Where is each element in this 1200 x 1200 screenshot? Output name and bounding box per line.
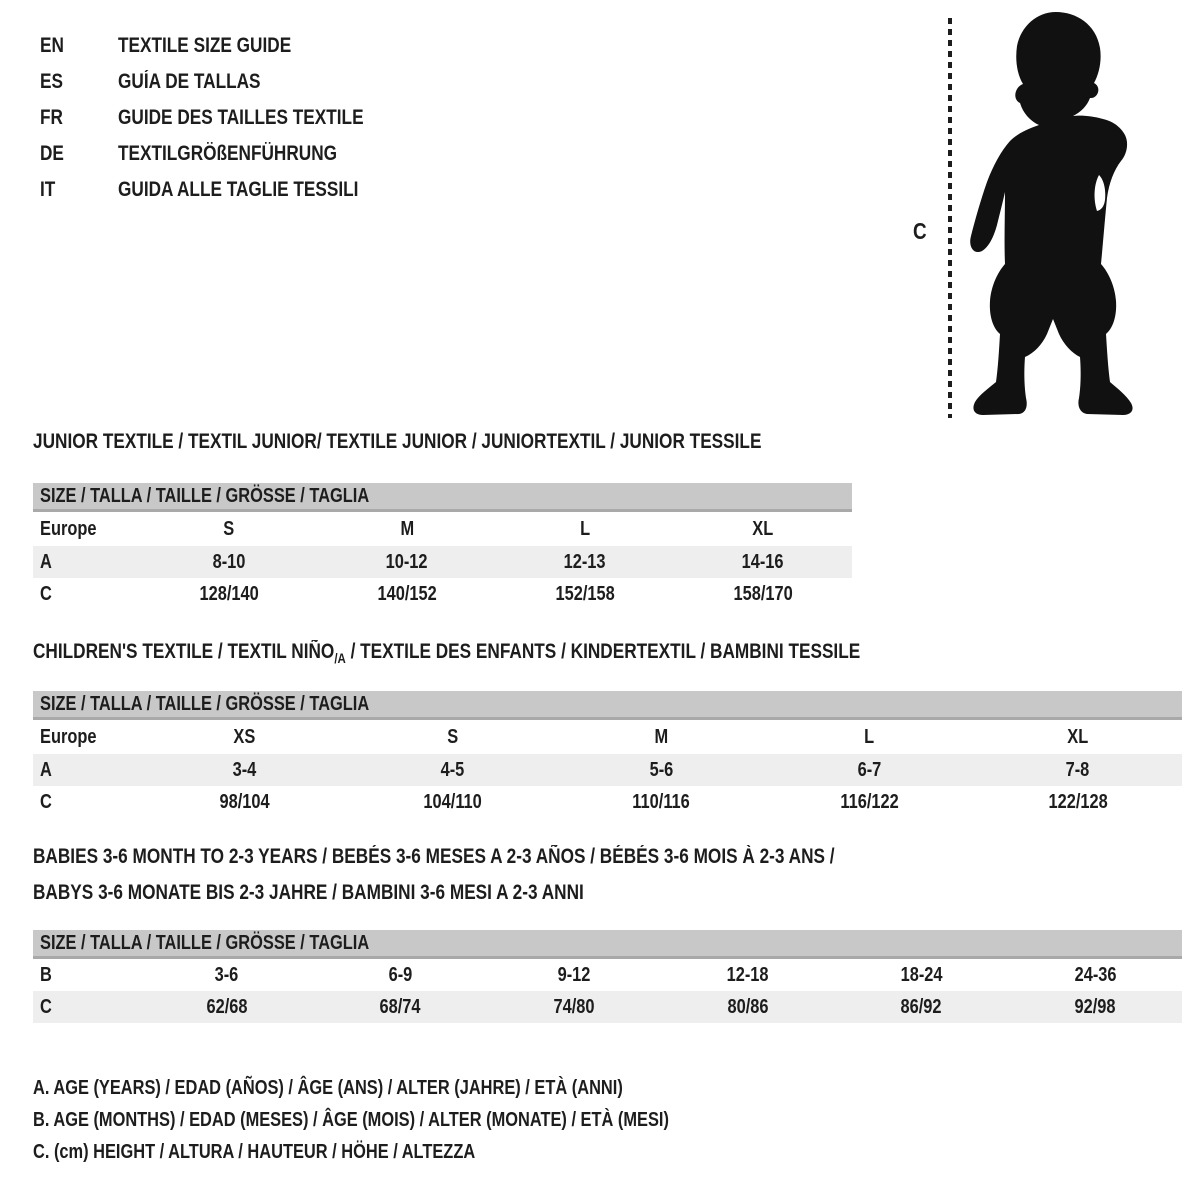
- table-cell: XS: [233, 725, 256, 748]
- table-cell: 4-5: [440, 758, 465, 781]
- babies-size-table: [33, 930, 1182, 1023]
- table-cell: 6-9: [388, 963, 413, 986]
- table-cell: 12-18: [726, 963, 769, 986]
- row-label: A: [40, 550, 52, 573]
- table-cell: 140/152: [377, 582, 437, 605]
- row-label: B: [40, 963, 52, 986]
- height-measure-label: C: [913, 218, 927, 244]
- table-cell: 24-36: [1074, 963, 1117, 986]
- language-label: GUÍA DE TALLAS: [118, 70, 261, 93]
- table-row-age: [33, 754, 1182, 786]
- junior-table-title: JUNIOR TEXTILE / TEXTIL JUNIOR/ TEXTILE JUNIOR / JUNIORTEXTIL / JUNIOR TESSILE: [33, 430, 762, 453]
- table-cell: M: [654, 725, 668, 748]
- language-row-de: [40, 136, 417, 172]
- language-label: GUIDA ALLE TAGLIE TESSILI: [118, 178, 359, 201]
- language-label: GUIDE DES TAILLES TEXTILE: [118, 106, 364, 129]
- height-measure-dashed-line: [948, 18, 952, 418]
- table-cell: 12-13: [564, 550, 606, 573]
- table-cell: 10-12: [386, 550, 428, 573]
- junior-size-table: [33, 483, 852, 610]
- children-size-table: [33, 691, 1182, 818]
- row-label: C: [40, 582, 52, 605]
- row-label: C: [40, 995, 52, 1018]
- table-cell: 98/104: [219, 790, 270, 813]
- table-cell: 6-7: [857, 758, 882, 781]
- size-header-bar: SIZE / TALLA / TAILLE / GRÖSSE / TAGLIA: [33, 483, 852, 512]
- table-cell: 122/128: [1048, 790, 1108, 813]
- table-cell: 80/86: [727, 995, 769, 1018]
- table-row-age: [33, 546, 852, 578]
- table-cell: 152/158: [555, 582, 615, 605]
- table-cell: 74/80: [553, 995, 595, 1018]
- language-row-en: [40, 28, 417, 64]
- row-label: A: [40, 758, 52, 781]
- table-cell: 18-24: [900, 963, 943, 986]
- table-cell: 9-12: [557, 963, 591, 986]
- toddler-silhouette-shape: [970, 12, 1132, 415]
- size-header-bar: SIZE / TALLA / TAILLE / GRÖSSE / TAGLIA: [33, 930, 1182, 959]
- babies-table-title-line1: BABIES 3-6 MONTH TO 2-3 YEARS / BEBÉS 3-6 MESES A 2-3 AÑOS / BÉBÉS 3-6 MOIS À 2-3 ANS /: [33, 845, 835, 868]
- table-row-height: [33, 578, 852, 610]
- table-cell: XL: [752, 517, 774, 540]
- table-cell: 86/92: [900, 995, 943, 1018]
- footnote-age-months: B. AGE (MONTHS) / EDAD (MESES) / ÂGE (MOIS) / ALTER (MONATE) / ETÀ (MESI): [33, 1108, 669, 1131]
- language-code: IT: [40, 178, 56, 201]
- table-row-europe: [33, 720, 1182, 754]
- footnote-legend: [33, 1072, 809, 1168]
- babies-table-title-line2: BABYS 3-6 MONATE BIS 2-3 JAHRE / BAMBINI 3-6 MESI A 2-3 ANNI: [33, 881, 584, 904]
- table-cell: 158/170: [733, 582, 793, 605]
- size-header-bar: SIZE / TALLA / TAILLE / GRÖSSE / TAGLIA: [33, 691, 1182, 720]
- table-cell: 3-4: [232, 758, 257, 781]
- table-cell: 3-6: [214, 963, 239, 986]
- toddler-silhouette-image: [963, 8, 1141, 423]
- table-cell: L: [864, 725, 875, 748]
- language-code: DE: [40, 142, 64, 165]
- table-cell: 104/110: [423, 790, 482, 813]
- footnote-age-years: A. AGE (YEARS) / EDAD (AÑOS) / ÂGE (ANS) / ALTER (JAHRE) / ETÀ (ANNI): [33, 1076, 623, 1099]
- table-cell: 14-16: [742, 550, 784, 573]
- table-cell: L: [579, 517, 591, 540]
- table-cell: 5-6: [649, 758, 673, 781]
- language-label: TEXTILE SIZE GUIDE: [118, 34, 292, 57]
- row-label: Europe: [40, 517, 97, 540]
- table-cell: 7-8: [1065, 758, 1090, 781]
- table-cell: 116/122: [840, 790, 899, 813]
- language-row-it: [40, 172, 417, 208]
- table-cell: 62/68: [206, 995, 248, 1018]
- table-row-age-months: [33, 959, 1182, 991]
- table-cell: 128/140: [199, 582, 259, 605]
- table-cell: S: [223, 517, 235, 540]
- table-cell: 92/98: [1074, 995, 1116, 1018]
- table-row-height: [33, 786, 1182, 818]
- row-label: Europe: [40, 725, 97, 748]
- table-cell: XL: [1067, 725, 1089, 748]
- footnote-height-cm: C. (cm) HEIGHT / ALTURA / HAUTEUR / HÖHE / ALTEZZA: [33, 1140, 476, 1163]
- table-cell: 110/116: [632, 790, 690, 813]
- language-row-es: [40, 64, 417, 100]
- row-label: C: [40, 790, 52, 813]
- language-row-fr: [40, 100, 417, 136]
- language-code: EN: [40, 34, 64, 57]
- language-list: [40, 28, 417, 208]
- table-row-europe: [33, 512, 852, 546]
- language-code: ES: [40, 70, 63, 93]
- language-label: TEXTILGRÖßENFÜHRUNG: [118, 142, 338, 165]
- children-table-title: CHILDREN'S TEXTILE / TEXTIL $NIÑO_{/A}$ / TEXTILE DES ENFANTS / KINDERTEXTIL / BAMBINI TESSILE: [33, 640, 861, 666]
- table-row-height: [33, 991, 1182, 1023]
- table-cell: 68/74: [379, 995, 422, 1018]
- language-code: FR: [40, 106, 63, 129]
- table-cell: S: [447, 725, 459, 748]
- table-cell: 8-10: [212, 550, 246, 573]
- table-cell: M: [400, 517, 414, 540]
